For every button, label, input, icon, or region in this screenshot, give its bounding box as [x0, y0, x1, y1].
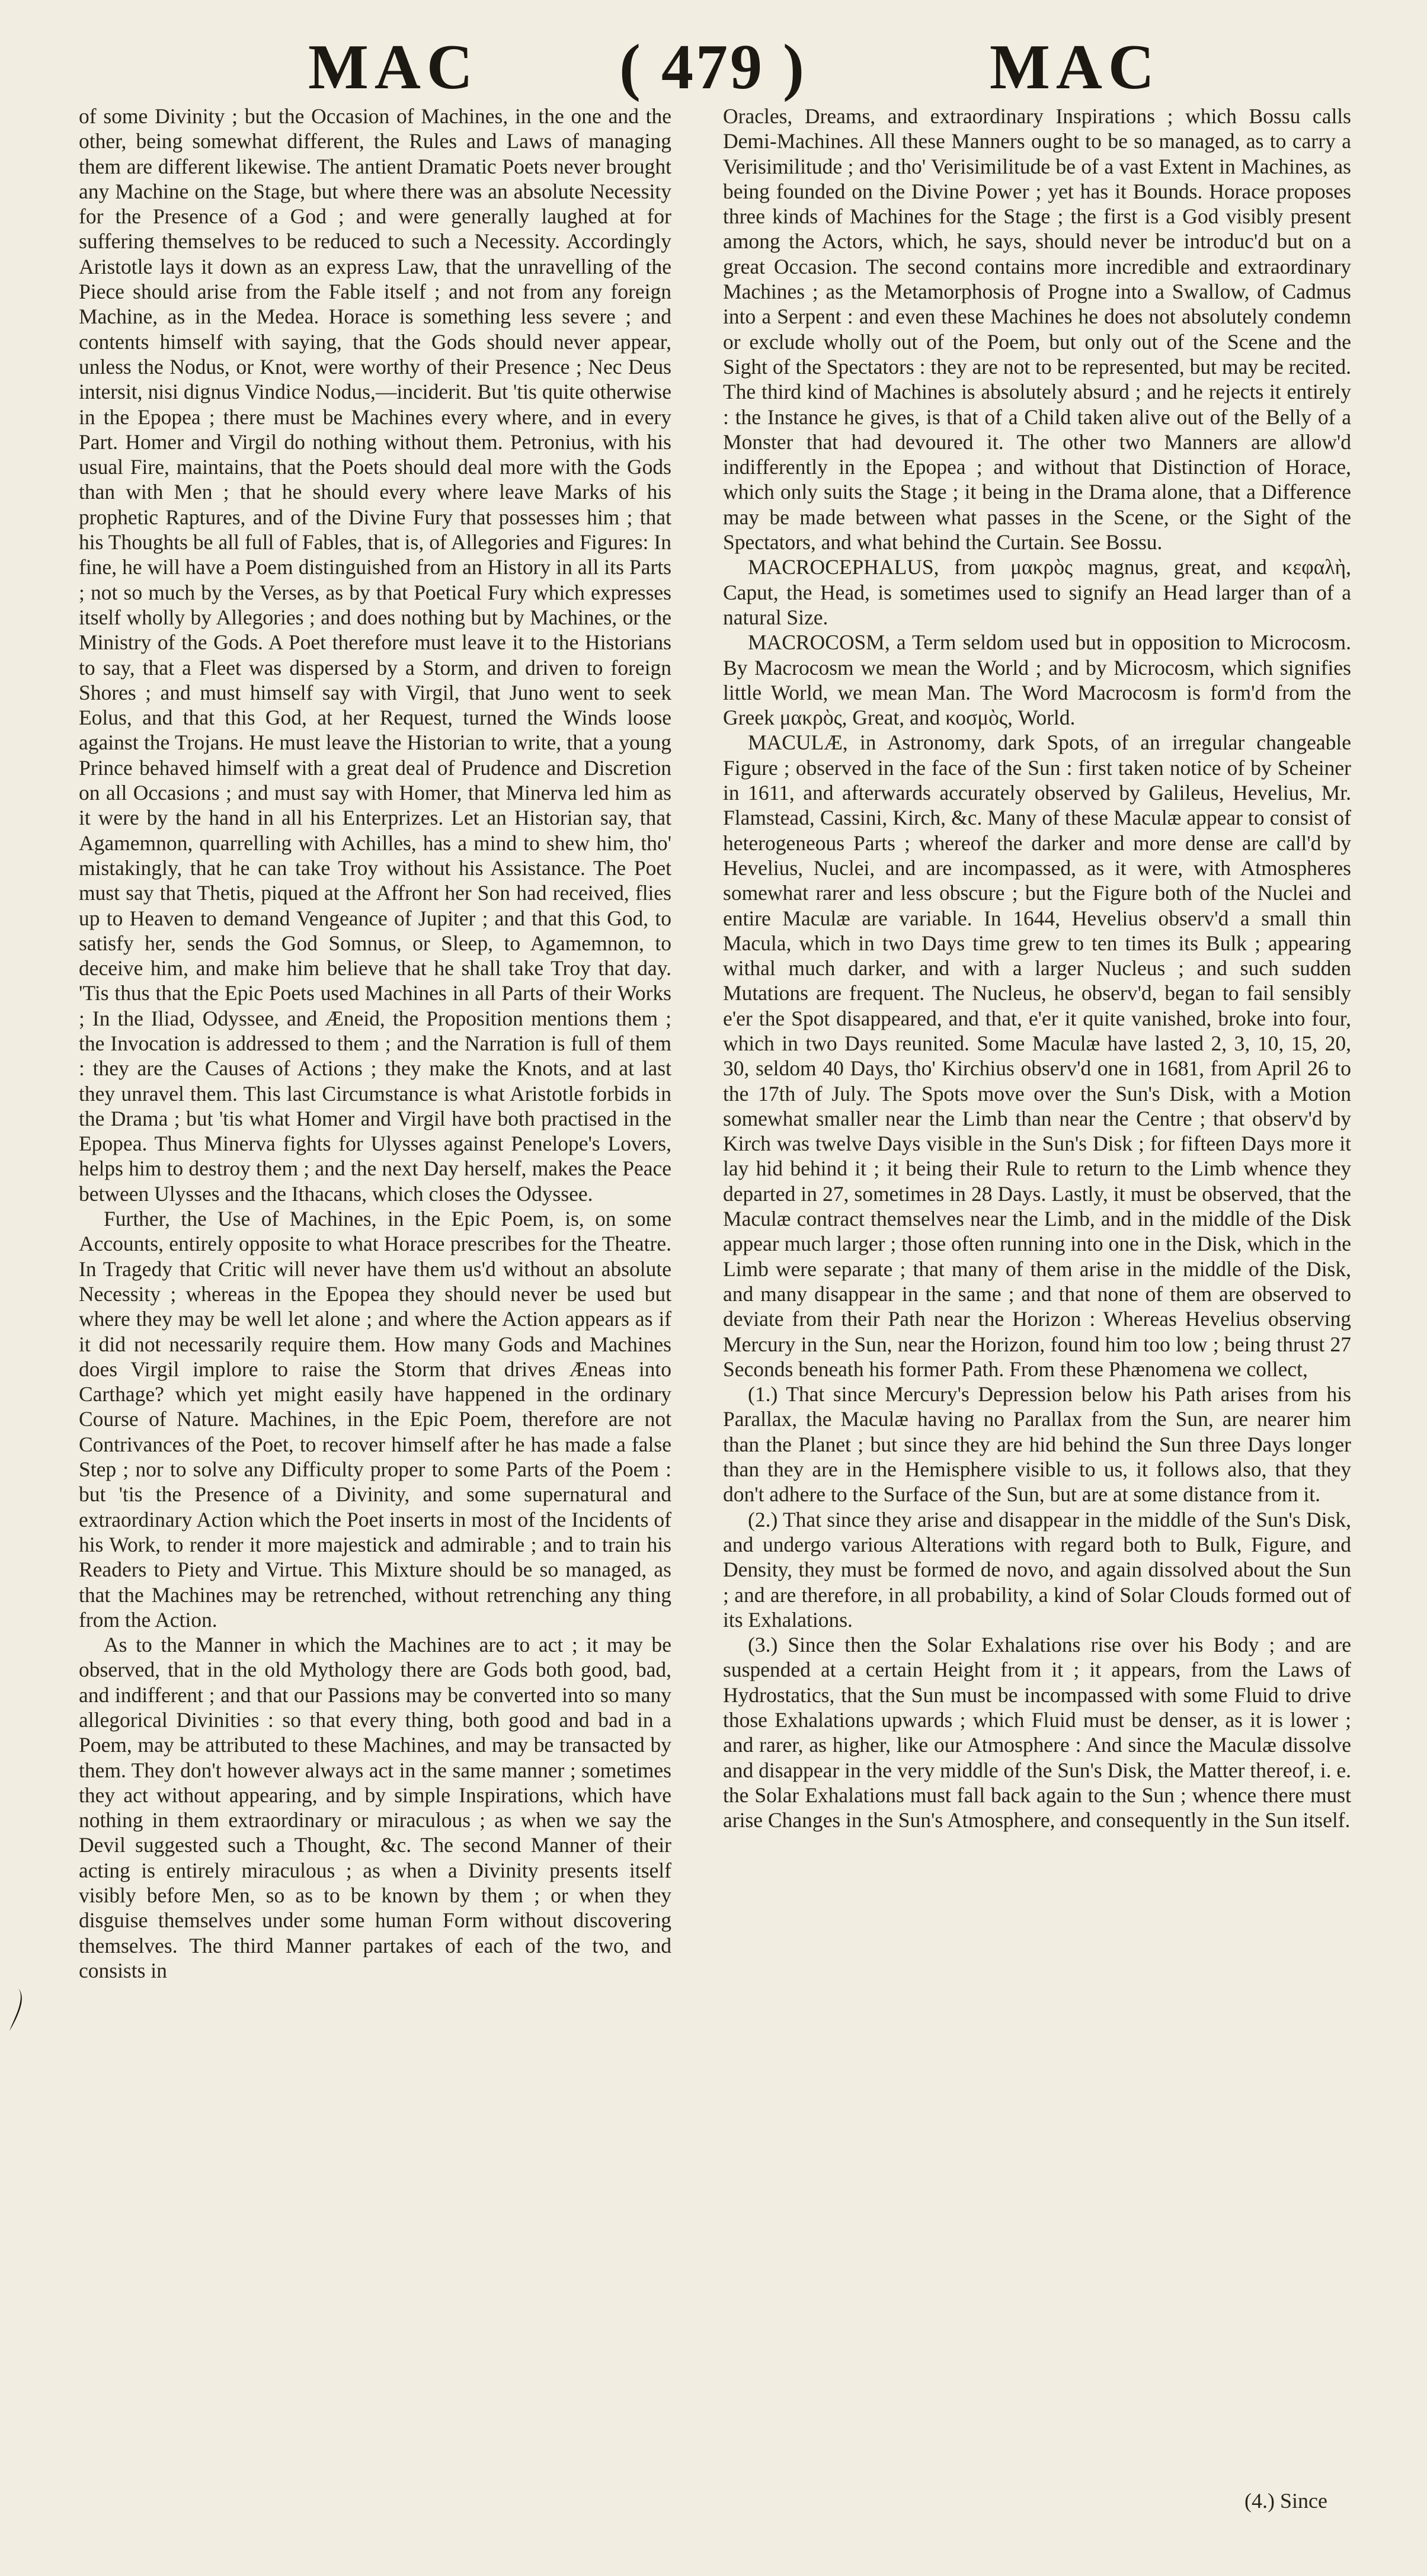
ink-mark-icon: [7, 1986, 25, 2033]
running-head-right: MAC: [990, 32, 1160, 102]
entry-macrocephalus: MACROCEPHALUS, from μακρὸς magnus, great, and κεφαλὴ, Caput, the Head, is sometimes used to signify an Head larger than of a natural Size.: [723, 555, 1351, 629]
maculae-point-3: (3.) Since then the Solar Exhalations rise over his Body ; and are suspended at a certain Height from it ; it appears, from the Laws of Hydrostatics, that the Sun must be incompassed with some Fluid to drive those Exhalations upwards ; which Fluid must be denser, as it is lower ; and rarer, as higher, like our Atmosphere : And since the Maculæ dissolve and disappear in the very middle of the Sun's Disk, the Matter thereof, i. e. the Solar Exhalations must fall back again to the Sun ; whence there must arise Changes in the Sun's Atmosphere, and consequently in the Sun itself.: [723, 1633, 1351, 1832]
maculae-point-1: (1.) That since Mercury's Depression below his Path arises from his Parallax, the Maculæ having no Parallax from the Sun, are nearer him than the Planet ; but since they are hid behind the Sun three Days longer than they are in the Hemisphere visible to us, it follows also, that they don't adhere to the Surface of the Sun, but are at some distance from it.: [723, 1382, 1351, 1507]
left-paragraph-2: Further, the Use of Machines, in the Epic Poem, is, on some Accounts, entirely opposite to what Horace prescribes for the Theatre. In Tragedy that Critic will never have them us'd without an absolute Necessity ; whereas in the Epopea they should never be used but where they may be well let alone ; and where the Action appears as if it did not necessarily require them. How many Gods and Machines does Virgil implore to raise the Storm that drives Æneas into Carthage? which yet might easily have happened in the ordinary Course of Nature. Machines, in the Epic Poem, therefore are not Contrivances of the Poet, to recover himself after he has made a false Step ; nor to solve any Difficulty proper to some Parts of the Poem : but 'tis the Presence of a Divinity, and some supernatural and extraordinary Action which the Poet inserts in most of the Incidents of his Work, to render it more majestick and admirable ; and to train his Readers to Piety and Virtue. This Mixture should be so managed, as that the Machines may be retrenched, without retrenching any thing from the Action.: [79, 1207, 671, 1632]
running-head-left: MAC: [308, 32, 479, 102]
page-number: ( 479 ): [619, 32, 807, 102]
left-paragraph-3: As to the Manner in which the Machines are to act ; it may be observed, that in the old Mythology there are Gods both good, bad, and indifferent ; and that our Passions may be converted into so many allegorical Divinities : so that every thing, both good and bad in a Poem, may be attributed to these Machines, and may be transacted by them. They don't however always act in the same manner ; sometimes they act without appearing, and by simple Inspirations, which have nothing in them extraordinary or miraculous ; as when we say the Devil suggested such a Thought, &c. The second Manner of their acting is entirely miraculous ; as when a Divinity presents itself visibly before Men, so as to be known by them ; or when they disguise themselves under some human Form without discovering themselves. The third Manner partakes of each of the two, and consists in: [79, 1633, 671, 1982]
left-column: [79, 104, 671, 1983]
maculae-point-2: (2.) That since they arise and disappear in the middle of the Sun's Disk, and undergo various Alterations with regard both to Bulk, Figure, and Density, they must be formed de novo, and again dissolved about the Sun ; and are therefore, in all probability, a kind of Solar Clouds formed out of its Exhalations.: [723, 1507, 1351, 1632]
right-paragraph-1: Oracles, Dreams, and extraordinary Inspirations ; which Bossu calls Demi-Machines. All these Manners ought to be so managed, as to carry a Verisimilitude ; and tho' Verisimilitude be of a vast Extent in Machines, as being founded on the Divine Power ; yet has it Bounds. Horace proposes three kinds of Machines for the Stage ; the first is a God visibly present among the Actors, which, he says, should never be introduc'd but on a great Occasion. The second contains more incredible and extraordinary Machines ; as the Metamorphosis of Progne into a Swallow, of Cadmus into a Serpent : and even these Machines he does not absolutely condemn or exclude wholly out of the Poem, but only out of the Scene and the Sight of the Spectators : they are not to be represented, but may be recited. The third kind of Machines is absolutely absurd ; and he rejects it entirely : the Instance he gives, is that of a Child taken alive out of the Belly of a Monster that had devoured it. The other two Manners are allow'd indifferently in the Epopea ; and without that Distinction of Horace, which only suits the Stage ; it being in the Drama alone, that a Difference may be made between what passes in the Scene, or the Sight of the Spectators, and what behind the Curtain. See Bossu.: [723, 104, 1351, 555]
right-column: [723, 104, 1351, 1832]
catchword: (4.) Since: [1244, 2489, 1327, 2513]
entry-macrocosm: MACROCOSM, a Term seldom used but in opposition to Microcosm. By Macrocosm we mean the World ; and by Microcosm, which signifies little World, we mean Man. The Word Macrocosm is form'd from the Greek μακρὸς, Great, and κοσμὸς, World.: [723, 630, 1351, 730]
entry-maculae: MACULÆ, in Astronomy, dark Spots, of an irregular changeable Figure ; observed in the face of the Sun : first taken notice of by Scheiner in 1611, and afterwards accurately observed by Galileus, Hevelius, Mr. Flamstead, Cassini, Kirch, &c. Many of these Maculæ appear to consist of heterogeneous Parts ; whereof the darker and more dense are call'd by Hevelius, Nuclei, and are incompassed, as it were, with Atmospheres somewhat rarer and less obscure ; but the Figure both of the Nuclei and entire Maculæ are variable. In 1644, Hevelius observ'd a small thin Macula, which in two Days time grew to ten times its Bulk ; appearing withal much darker, and with a larger Nucleus ; and such sudden Mutations are frequent. The Nucleus, he observ'd, began to fail sensibly e'er the Spot disappeared, and that, e'er it quite vanished, broke into four, which in two Days reunited. Some Maculæ have lasted 2, 3, 10, 15, 20, 30, seldom 40 Days, tho' Kirchius observ'd one in 1681, from April 26 to the 17th of July. The Spots move over the Sun's Disk, with a Motion somewhat smaller near the Limb than near the Centre ; that observ'd by Kirch was twelve Days visible in the Sun's Disk ; for fifteen Days more it lay hid behind it ; it being their Rule to return to the Limb whence they departed in 27, sometimes in 28 Days. Lastly, it must be observed, that the Maculæ contract themselves near the Limb, and in the middle of the Disk appear much larger ; those often running into one in the Disk, which in the Limb were separate ; that many of them arise in the middle of the Disk, and many disappear in the same ; and that none of them are observed to deviate from their Path near the Horizon : Whereas Hevelius observing Mercury in the Sun, near the Horizon, found him too low ; being thrust 27 Seconds beneath his former Path. From these Phænomena we collect,: [723, 730, 1351, 1381]
page-header: [0, 31, 1427, 102]
left-paragraph-1: of some Divinity ; but the Occasion of Machines, in the one and the other, being somewhat different, the Rules and Laws of managing them are different likewise. The antient Dramatic Poets never brought any Machine on the Stage, but where there was an absolute Necessity for the Presence of a God ; and were generally laughed at for suffering themselves to be reduced to such a Necessity. Accordingly Aristotle lays it down as an express Law, that the unravelling of the Piece should arise from the Fable itself ; and not from any foreign Machine, as in the Medea. Horace is something less severe ; and contents himself with saying, that the Gods should never appear, unless the Nodus, or Knot, were worthy of their Presence ; Nec Deus intersit, nisi dignus Vindice Nodus,—inciderit. But 'tis quite otherwise in the Epopea ; there must be Machines every where, and in every Part. Homer and Virgil do nothing without them. Petronius, with his usual Fire, maintains, that the Poets should deal more with the Gods than with Men ; that he should every where leave Marks of his prophetic Raptures, and of the Divine Fury that possesses him ; that his Thoughts be all full of Fables, that is, of Allegories and Figures: In fine, he will have a Poem distinguished from an History in all its Parts ; not so much by the Verses, as by that Poetical Fury which expresses itself wholly by Allegories ; and does nothing but by Machines, or the Ministry of the Gods. A Poet therefore must leave it to the Historians to say, that a Fleet was dispersed by a Storm, and driven to foreign Shores ; and must himself say with Virgil, that Juno went to seek Eolus, and that this God, at her Request, turned the Winds loose against the Trojans. He must leave the Historian to write, that a young Prince behaved himself with a great deal of Prudence and Discretion on all Occasions ; and must say with Homer, that Minerva led him as it were by the hand in all his Enterprizes. Let an Historian say, that Agamemnon, quarrelling with Achilles, has a mind to shew him, tho' mistakingly, that he can take Troy without his Assistance. The Poet must say that Thetis, piqued at the Affront her Son had received, flies up to Heaven to demand Vengeance of Jupiter ; and that this God, to satisfy her, sends the God Somnus, or Sleep, to Agamemnon, to deceive him, and make him believe that he shall take Troy that day. 'Tis thus that the Epic Poets used Machines in all Parts of their Works ; In the Iliad, Odyssee, and Æneid, the Proposition mentions them ; the Invocation is addressed to them ; and the Narration is full of them : they are the Causes of Actions ; they make the Knots, and at last they unravel them. This last Circumstance is what Aristotle forbids in the Drama ; but 'tis what Homer and Virgil have both practised in the Epopea. Thus Minerva fights for Ulysses against Penelope's Lovers, helps him to destroy them ; and the next Day herself, makes the Peace between Ulysses and the Ithacans, which closes the Odyssee.: [79, 104, 671, 1206]
